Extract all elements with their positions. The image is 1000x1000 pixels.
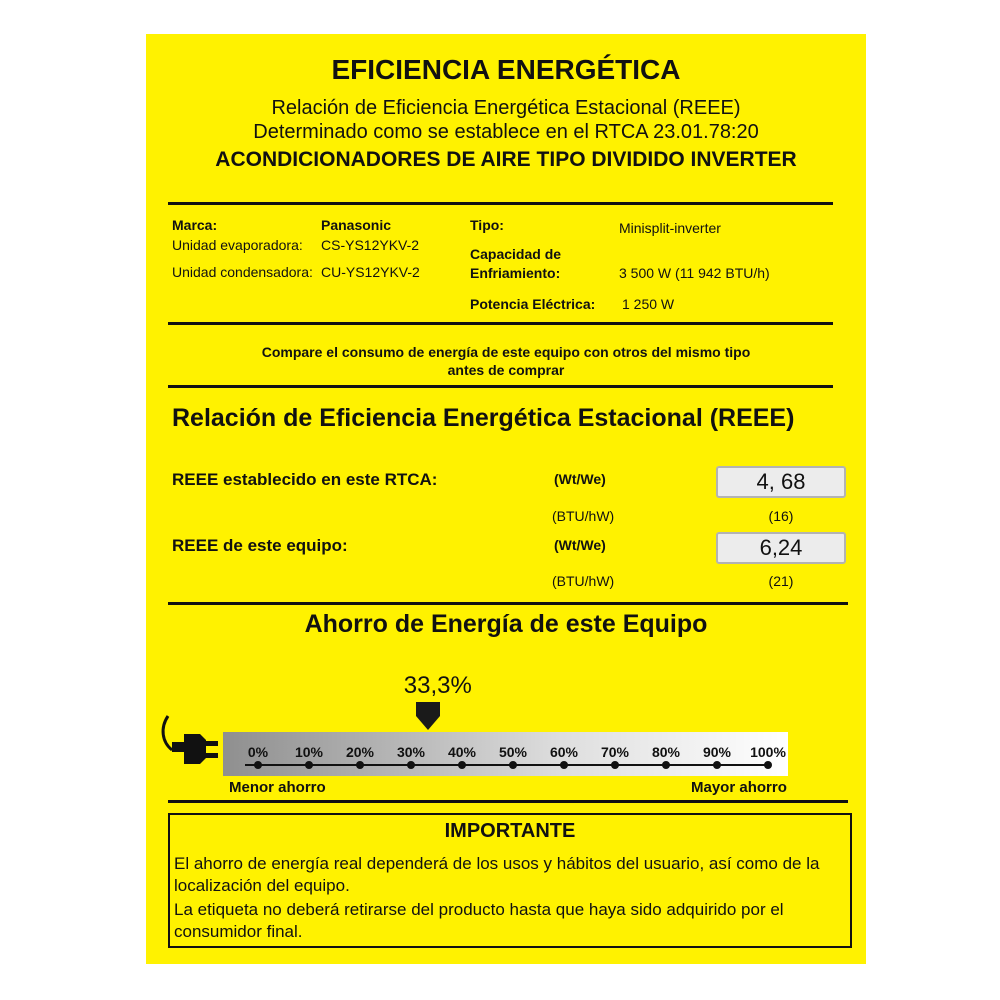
- evap-label: Unidad evaporadora:: [172, 237, 303, 253]
- subtitle-reee: Relación de Eficiencia Energética Estacional (REEE): [271, 97, 741, 119]
- reee-equipo-value-btu: (21): [768, 573, 794, 589]
- important-title: IMPORTANTE: [444, 820, 576, 842]
- divider: [168, 602, 848, 605]
- scale-tick-label: 40%: [447, 744, 477, 760]
- reee-rtca-label: REEE establecido en este RTCA:: [172, 470, 438, 489]
- reee-equipo-label: REEE de este equipo:: [172, 536, 348, 555]
- scale-tick-label: 50%: [498, 744, 528, 760]
- marca-label: Marca:: [172, 217, 218, 233]
- important-paragraph-1: El ahorro de energía real dependerá de los usos y hábitos del usuario, así como de la localización del equipo.: [174, 854, 820, 895]
- ahorro-value: 33,3%: [403, 672, 472, 699]
- scale-tick-label: 100%: [750, 744, 786, 760]
- reee-rtca-unit-btu: (BTU/hW): [552, 508, 615, 524]
- scale-tick-label: 0%: [247, 744, 269, 760]
- scale-tick-dot: [662, 761, 670, 769]
- divider: [168, 800, 848, 803]
- scale-tick-label: 80%: [651, 744, 681, 760]
- scale-tick-dot: [356, 761, 364, 769]
- scale-tick-label: 60%: [549, 744, 579, 760]
- scale-tick-label: 10%: [294, 744, 324, 760]
- evap-value: CS-YS12YKV-2: [321, 237, 420, 253]
- scale-tick-label: 90%: [702, 744, 732, 760]
- divider: [168, 202, 833, 205]
- scale-tick-dot: [407, 761, 415, 769]
- divider: [168, 322, 833, 325]
- important-box: [168, 813, 852, 948]
- reee-equipo-unit: (Wt/We): [554, 537, 606, 553]
- energy-label: [146, 34, 866, 964]
- cond-value: CU-YS12YKV-2: [321, 264, 420, 280]
- reee-equipo-unit-btu: (BTU/hW): [552, 573, 615, 589]
- capacidad-value: 3 500 W (11 942 BTU/h): [619, 265, 770, 281]
- potencia-value: 1 250 W: [622, 296, 675, 312]
- scale-line: [245, 764, 767, 766]
- pointer-triangle-icon: [414, 702, 442, 732]
- divider: [168, 385, 833, 388]
- menor-ahorro-label: Menor ahorro: [229, 779, 326, 796]
- reee-heading: Relación de Eficiencia Energética Estacional (REEE): [172, 404, 795, 432]
- scale-tick-dot: [560, 761, 568, 769]
- ahorro-heading: Ahorro de Energía de este Equipo: [304, 610, 708, 638]
- cond-label: Unidad condensadora:: [172, 264, 313, 280]
- mayor-ahorro-label: Mayor ahorro: [691, 779, 787, 796]
- product-type-heading: ACONDICIONADORES DE AIRE TIPO DIVIDIDO INVERTER: [215, 148, 797, 171]
- compare-line-1: Compare el consumo de energía de este equipo con otros del mismo tipo: [261, 344, 751, 360]
- scale-tick-dot: [458, 761, 466, 769]
- compare-line-2: antes de comprar: [447, 362, 565, 378]
- scale-tick-dot: [764, 761, 772, 769]
- scale-tick-dot: [509, 761, 517, 769]
- scale-tick-label: 70%: [600, 744, 630, 760]
- subtitle-rtca: Determinado como se establece en el RTCA 23.01.78:20: [253, 121, 759, 143]
- important-paragraph-2: La etiqueta no deberá retirarse del producto hasta que haya sido adquirido por el consumidor final.: [174, 900, 784, 941]
- scale-tick-dot: [305, 761, 313, 769]
- scale-tick-dot: [713, 761, 721, 769]
- tipo-value: Minisplit-inverter: [619, 220, 721, 236]
- label-title: EFICIENCIA ENERGÉTICA: [331, 54, 681, 85]
- tipo-label: Tipo:: [470, 217, 504, 233]
- capacidad-label: Capacidad de: [470, 246, 562, 262]
- reee-rtca-value-btu: (16): [768, 508, 794, 524]
- reee-equipo-value-box: 6,24: [716, 532, 846, 564]
- plug-icon: [158, 714, 220, 778]
- enfriamiento-label: Enfriamiento:: [470, 265, 561, 281]
- scale-tick-dot: [611, 761, 619, 769]
- reee-rtca-unit: (Wt/We): [554, 471, 606, 487]
- scale-tick-dot: [254, 761, 262, 769]
- scale-tick-label: 30%: [396, 744, 426, 760]
- reee-rtca-value-box: 4, 68: [716, 466, 846, 498]
- marca-value: Panasonic: [321, 217, 392, 233]
- scale-tick-label: 20%: [345, 744, 375, 760]
- potencia-label: Potencia Eléctrica:: [470, 296, 596, 312]
